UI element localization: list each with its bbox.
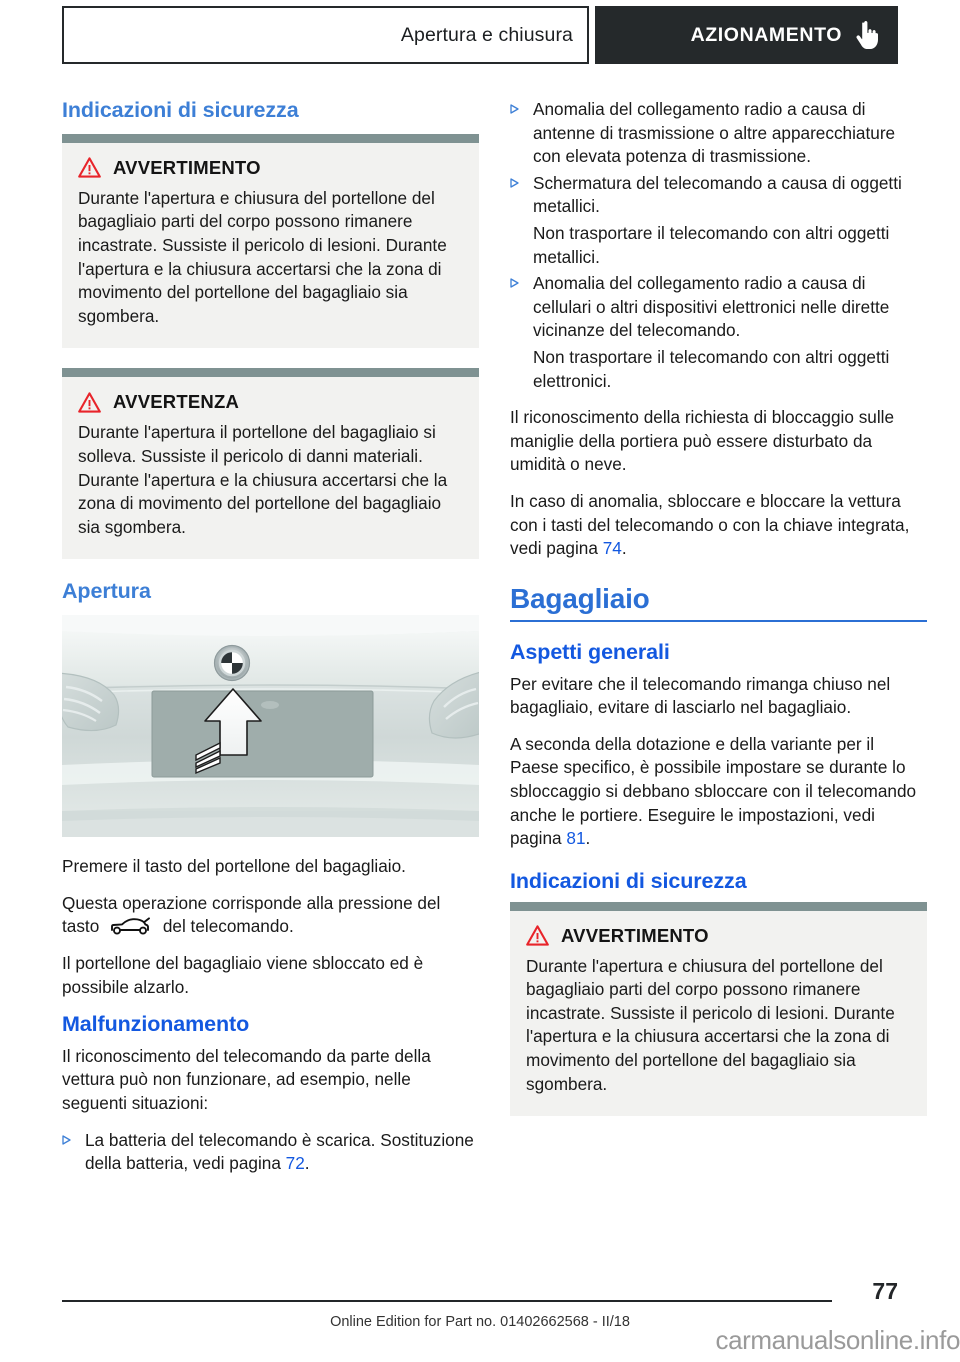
footer-divider [62, 1300, 832, 1302]
chapter-tab-label: Apertura e chiusura [400, 23, 573, 46]
warning-box-text: Durante l'apertura il portellone del bagagliaio si solleva. Sussiste il pericolo di danni materiali. Durante l'apertura e la chiusura accertarsi che la zona di movimento del portellone del bagagliaio sia sgombera. [78, 422, 448, 537]
warning-box-text: Durante l'apertura e chiusura del portellone del bagagliaio parti del corpo possono rimanere incastrate. Sussiste il pericolo di lesioni. Durante l'apertura e la chiusura accertarsi che la zona di movimento del portellone del bagagliaio sia sgombera. [526, 955, 895, 1094]
list-item [510, 272, 927, 343]
list-item-subtext: Non trasportare il telecomando con altri oggetti elettronici. [533, 346, 890, 391]
warning-box-label: AVVERTENZA [113, 391, 240, 413]
paragraph-dotazione-variante [510, 733, 927, 851]
paragraph-text-part-b: del telecomando. [162, 916, 294, 937]
bullet-triangle-icon [510, 172, 521, 219]
bullet-triangle-icon [62, 1129, 73, 1176]
paragraph-text-part-b: . [585, 828, 591, 849]
paragraph-text-part-a: A seconda della dotazione e della variante per il Paese specifico, è possibile impostare se durante lo sbloccaggio si debbano sbloccare con il telecomando anche le portiere. Eseguire le impostazioni, vedi pagina [510, 733, 917, 849]
page-title-bagagliaio: Bagagliaio [510, 582, 650, 614]
chapter-tab[interactable] [62, 6, 589, 64]
warning-box-label: AVVERTIMENTO [113, 156, 261, 178]
warning-box-top-bar [510, 902, 927, 911]
paragraph-text-part-a: Questa operazione corrisponde alla pressione del tasto [62, 892, 441, 937]
warning-box-top-bar [62, 134, 479, 143]
watermark-carmanualsonline: carmanualsonline.info [715, 1325, 960, 1355]
warning-box-avvertimento-left [62, 134, 479, 349]
heading-indicazioni-sicurezza-right: Indicazioni di sicurezza [510, 868, 747, 893]
pointing-hand-icon [856, 21, 878, 49]
list-item [510, 172, 927, 219]
bullet-list-malfunzionamento-right-2 [510, 272, 927, 343]
footer-edition-text: Online Edition for Part no. 01402662568 - II/18 [330, 1314, 630, 1330]
list-item [62, 1129, 479, 1176]
paragraph-text-part-a: In caso di anomalia, sbloccare e bloccare la vettura con i tasti del telecomando o con la chiave integrata, vedi pagina [510, 490, 910, 559]
page-footer [62, 1278, 898, 1330]
warning-box-top-bar [62, 368, 479, 377]
section-tab-label: AZIONAMENTO [690, 23, 842, 46]
warning-box-avvertenza-left [62, 368, 479, 559]
paragraph-riconoscimento-telecomando: Il riconoscimento del telecomando da parte della vettura può non funzionare, ad esempio, nelle seguenti situazioni: [62, 1045, 431, 1114]
left-column [62, 98, 479, 1179]
heading-malfunzionamento: Malfunzionamento [62, 1012, 250, 1037]
bullet-list-malfunzionamento-left [62, 1129, 479, 1176]
warning-box-text: Durante l'apertura e chiusura del portellone del bagagliaio parti del corpo possono rimanere incastrate. Sussiste il pericolo di lesioni. Durante l'apertura e la chiusura accertarsi che la zona di movimento del portellone del bagagliaio sia sgombera. [78, 187, 447, 326]
paragraph-evitare-telecomando: Per evitare che il telecomando rimanga chiuso nel bagagliaio, evitare di lasciarlo nel bagagliaio. [510, 673, 891, 718]
warning-box-label: AVVERTIMENTO [561, 924, 709, 946]
list-item [510, 98, 927, 169]
bullet-triangle-icon [510, 98, 521, 169]
list-item-text: Anomalia del collegamento radio a causa di cellulari o altri dispositivi elettronici nelle dirette vicinanze del telecomando. [533, 273, 890, 341]
paragraph-operazione-telecomando [62, 892, 479, 939]
list-item-main-text: La batteria del telecomando è scarica. Sostituzione della batteria, vedi pagina [85, 1129, 474, 1174]
warning-box-avvertimento-right [510, 902, 927, 1117]
page-header [62, 6, 898, 64]
list-item-text [85, 1129, 479, 1176]
page-reference[interactable]: 74 [602, 538, 622, 559]
heading-indicazioni-sicurezza-left: Indicazioni di sicurezza [62, 98, 299, 122]
list-item-subtext: Non trasportare il telecomando con altri oggetti metallici. [533, 222, 890, 267]
heading-apertura: Apertura [62, 579, 151, 604]
page-reference[interactable]: 81 [566, 828, 586, 849]
page-number: 77 [872, 1278, 898, 1304]
figure-trunk-lid [62, 615, 479, 837]
section-tab[interactable] [595, 6, 898, 64]
warning-triangle-icon [78, 157, 101, 178]
warning-triangle-icon [78, 392, 101, 413]
paragraph-riconoscimento-bloccaggio: Il riconoscimento della richiesta di bloccaggio sulle maniglie della portiera può essere disturbato da umidità o neve. [510, 407, 895, 475]
paragraph-caso-anomalia [510, 490, 927, 561]
paragraph-portellone-sbloccato: Il portellone del bagagliaio viene sbloccato ed è possibile alzarlo. [62, 952, 424, 997]
list-item-text: Anomalia del collegamento radio a causa di antenne di trasmissione o altre apparecchiature con elevata potenza di trasmissione. [533, 99, 896, 167]
page-reference[interactable]: 72 [285, 1153, 305, 1174]
bullet-triangle-icon [510, 272, 521, 343]
bullet-list-malfunzionamento-right [510, 98, 927, 219]
title-underline-rule [510, 620, 927, 622]
list-item-text: Schermatura del telecomando a causa di oggetti metallici. [533, 172, 902, 217]
car-boot-open-icon [104, 916, 163, 936]
paragraph-text-part-b: . [621, 538, 627, 559]
heading-aspetti-generali: Aspetti generali [510, 639, 670, 664]
warning-triangle-icon [526, 925, 549, 946]
paragraph-premere-tasto: Premere il tasto del portellone del bagagliaio. [62, 856, 406, 877]
right-column [510, 98, 927, 1136]
list-item-tail: . [304, 1153, 310, 1174]
